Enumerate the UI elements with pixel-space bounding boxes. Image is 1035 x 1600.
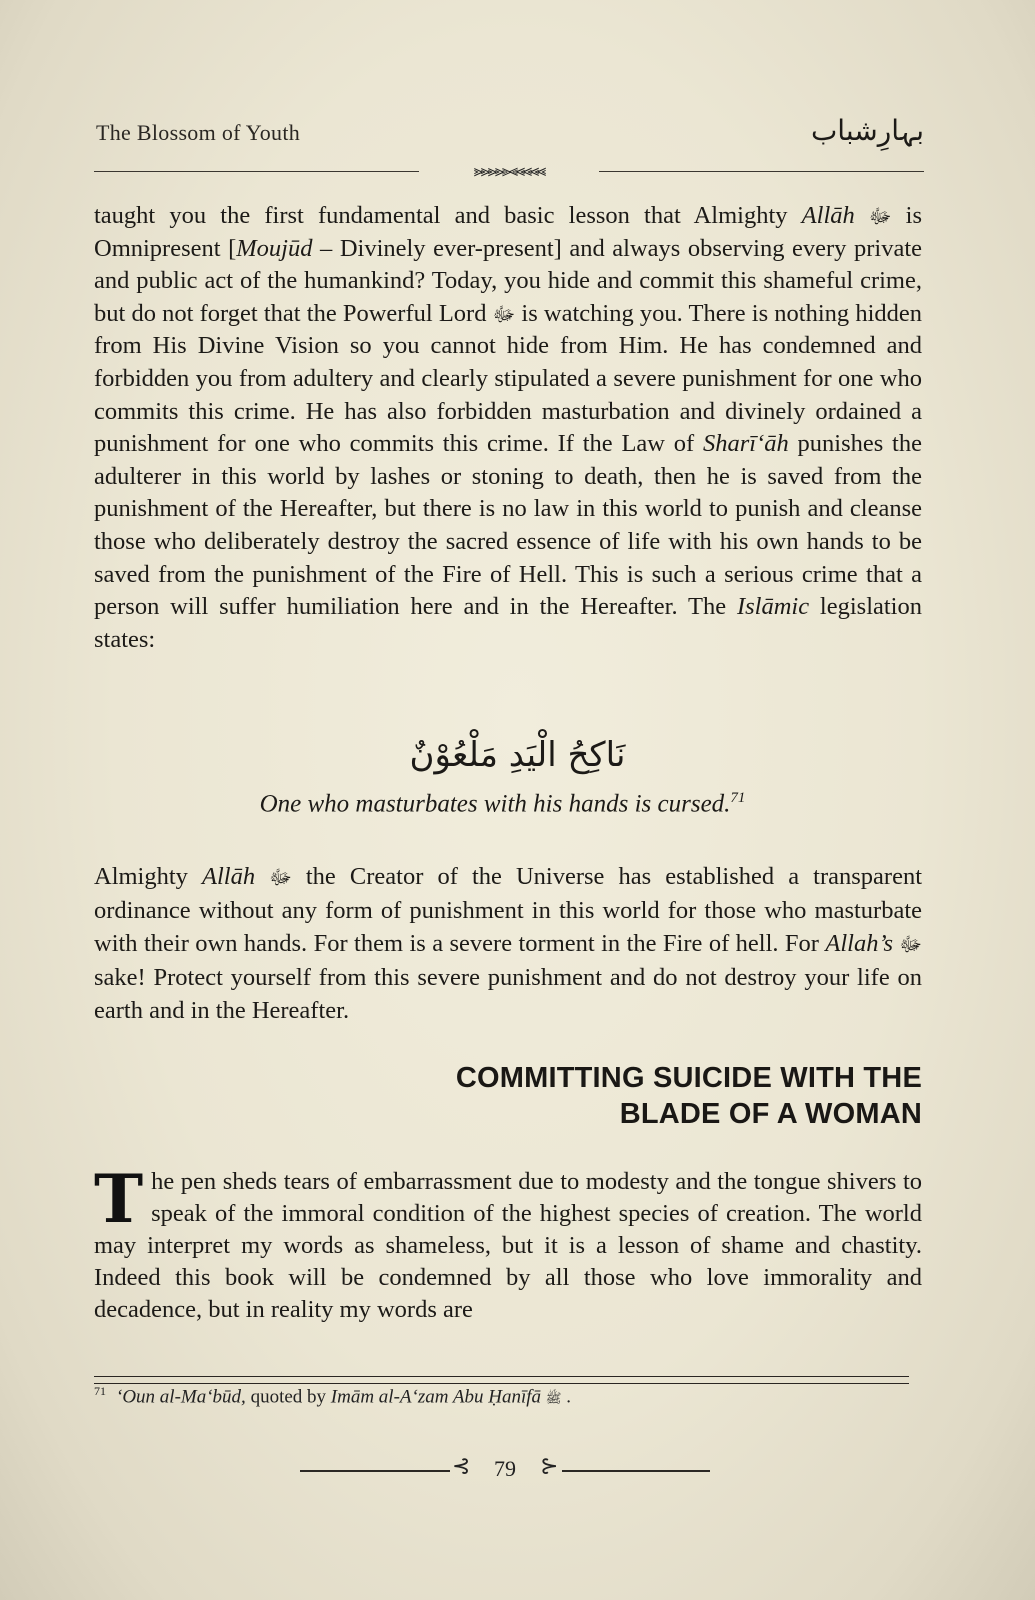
header-divider <box>94 161 924 180</box>
running-header <box>94 114 924 148</box>
quote-translation: One who masturbates with his hands is cursed.$^{71}$ <box>259 790 746 818</box>
honorific-icon: ﷻ <box>269 865 292 889</box>
paragraph-3: The pen sheds tears of embarrassment due to modesty and the tongue shivers to speak of the immoral condition of the highest species of creation. The world may interpret my words as shameless, but it is a lesson of shame and chastity. Indeed this book will be condemned by all those who love immorality and decadence, but in reality my words are <box>94 1160 922 1323</box>
header-ornament-icon: ⪢⪢⪢⪢⫸⫷⪡⪡⪡⪡ <box>473 161 545 180</box>
drop-cap: T <box>94 1160 144 1238</box>
honorific-icon: ﷻ <box>899 932 922 956</box>
footnote: $^{71}$ ‘Oun al-Ma‘būd, quoted by Imām al-A‘zam Abu Ḥanīfā ﷺ . <box>94 1384 571 1408</box>
footnote-divider <box>94 1376 909 1384</box>
book-title-english: The Blossom of Youth <box>96 120 301 145</box>
footer-ornament-left-icon: ⊰ <box>452 1454 471 1479</box>
honorific-icon: ﷻ <box>868 204 892 228</box>
paragraph-2: Almighty Allāh ﷻ the Creator of the Universe has established a transparent ordinance without any form of punishment in this world for those who masturbate with their own hands. For them is a severe torment in the Fire of hell. For Allah’s ﷻ sake! Protect yourself from this severe punishment and do not destroy your life on earth and in the Hereafter. <box>94 863 922 1024</box>
honorific-icon: ﷻ <box>492 301 516 326</box>
section-heading: COMMITTING SUICIDE WITH THE BLADE OF A WOMAN <box>455 1062 922 1130</box>
arabic-quote: نَاكِحُ الْيَدِ مَلْعُوْنٌ <box>409 735 626 775</box>
footer-ornament-right-icon: ⊱ <box>540 1454 559 1479</box>
book-title-urdu: بہارِشباب <box>810 114 924 147</box>
footnote-ref: 71 <box>730 790 746 806</box>
page-footer <box>300 1454 710 1484</box>
page-number: 79 <box>494 1456 516 1481</box>
paragraph-1: taught you the first fundamental and basic lesson that Almighty Allāh ﷻ is Omnipresent [Moujūd – Divinely ever-present] and always observing every private and public act of the humankind? Today, you hide and commit this shameful crime, but do not forget that the Powerful Lord ﷻ is watching you. There is nothing hidden from His Divine Vision so you cannot hide from Him. He has condemned and forbidden you from adultery and clearly stipulated a severe punishment for one who commits this crime. He has also forbidden masturbation and divinely ordained a punishment for one who commits this crime. If the Law of Sharī‘āh punishes the adulterer in this world by lashes or stoning to death, then he is saved from the punishment of the Hereafter, but there is no law in this world to punish and cleanse those who deliberately destroy the sacred essence of life with his own hands to be saved from the punishment of the Fire of Hell. This is such a serious crime that a person will suffer humiliation here and in the Hereafter. The Islāmic legislation states: <box>94 202 922 653</box>
honorific-small-icon: ﷺ <box>545 1391 562 1407</box>
